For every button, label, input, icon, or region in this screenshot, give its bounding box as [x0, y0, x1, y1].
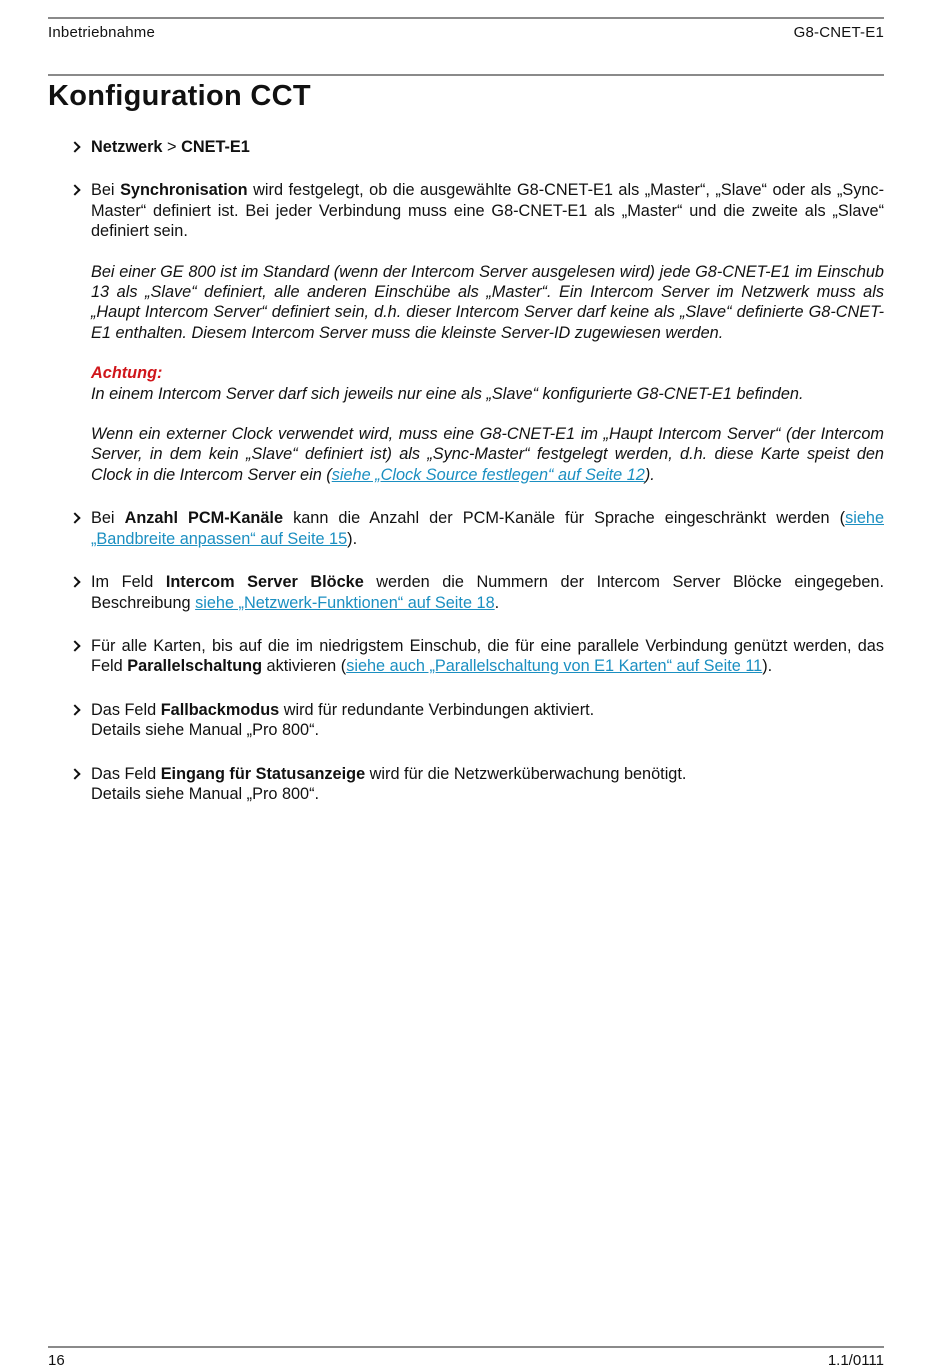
parallel-text: aktivieren ( — [262, 657, 347, 676]
nav-part-cnet: CNET-E1 — [181, 138, 250, 156]
fallback-text: wird für redundante Verbindungen aktiviert. — [279, 700, 595, 719]
status-pre: Das Feld — [91, 764, 161, 783]
status-bold: Eingang für Statusanzeige — [160, 764, 366, 783]
link-bandwidth[interactable]: siehe „Bandbreite anpassen“ auf Seite 15 — [91, 509, 885, 548]
warning-title — [48, 363, 884, 383]
clock-end: ). — [644, 465, 655, 484]
list-item-fallback — [48, 700, 884, 741]
sync-pre: Bei — [91, 181, 121, 200]
document-version: 1.1/0111 — [827, 1352, 884, 1369]
blocks-end: . — [494, 593, 500, 612]
parallel-pre: Für alle Karten, bis auf die im niedrigstem Einschub, die für eine parallele Verbindung genützt werden, das Feld — [91, 636, 884, 676]
fallback-bold: Fallbackmodus — [160, 700, 280, 719]
nav-separator: > — [162, 138, 182, 156]
nav-part-network: Netzwerk — [91, 138, 163, 156]
parallel-end: ). — [762, 657, 773, 676]
list-item-server-blocks — [48, 572, 884, 613]
header-product-name: G8-CNET-E1 — [793, 24, 884, 41]
note-external-clock — [48, 424, 884, 485]
header-section-title: Inbetriebnahme — [48, 24, 156, 41]
pcm-text: kann die Anzahl der PCM-Kanäle für Sprache eingeschränkt werden ( — [283, 509, 846, 528]
blocks-bold: Intercom Server Blöcke — [165, 573, 364, 592]
chevron-right-icon — [70, 764, 84, 784]
sync-bold: Synchronisation — [120, 181, 248, 200]
blocks-text: werden die Nummern der Intercom Server Blöcke eingegeben. Beschreibung — [91, 573, 884, 612]
status-details: Details siehe Manual „Pro 800“. — [91, 784, 320, 803]
page-number: 16 — [48, 1352, 65, 1369]
header-top-rule — [48, 17, 884, 19]
link-parallel-e1[interactable]: siehe auch „Parallelschaltung von E1 Karten“ auf Seite 11 — [346, 657, 763, 676]
warning-label: Achtung: — [91, 364, 163, 383]
chevron-right-icon — [70, 137, 84, 157]
list-item-navigation — [48, 137, 884, 157]
page-title: Konfiguration CCT — [48, 80, 311, 112]
link-network-functions[interactable]: siehe „Netzwerk-Funktionen“ auf Seite 18 — [195, 593, 495, 612]
header-bottom-rule — [48, 74, 884, 76]
chevron-right-icon — [70, 636, 84, 656]
parallel-bold: Parallelschaltung — [127, 657, 263, 676]
chevron-right-icon — [70, 180, 84, 200]
clock-text: Wenn ein externer Clock verwendet wird, muss eine G8-CNET-E1 im „Haupt Intercom Server“ (der Intercom Server, in dem kein „Slave“ definiert ist) als „Sync-Master“ festgelegt werden, d.h. diese Karte speist den Clock in die Intercom Server ein ( — [91, 425, 884, 484]
link-clock-source[interactable]: siehe „Clock Source festlegen“ auf Seite 12 — [331, 465, 645, 484]
list-item-pcm-channels — [48, 508, 884, 549]
page-content — [48, 137, 884, 804]
warning-text: In einem Intercom Server darf sich jeweils nur eine als „Slave“ konfigurierte G8-CNET-E1 befinden. — [91, 384, 804, 403]
chevron-right-icon — [70, 700, 84, 720]
chevron-right-icon — [70, 508, 84, 528]
list-item-status-input — [48, 764, 884, 805]
blocks-pre: Im Feld — [91, 573, 166, 592]
fallback-details: Details siehe Manual „Pro 800“. — [91, 721, 320, 740]
sync-text: wird festgelegt, ob die ausgewählte G8-CNET-E1 als „Master“, „Slave“ oder als „Sync-Master“ definiert ist. Bei jeder Verbindung muss eine G8-CNET-E1 als „Master“ und die zweite als „Slave“ definiert sein. — [91, 181, 884, 241]
list-item-parallel — [48, 636, 884, 677]
list-item-synchronisation — [48, 180, 884, 241]
footer-rule — [48, 1346, 884, 1348]
note-ge800: Bei einer GE 800 ist im Standard (wenn der Intercom Server ausgelesen wird) jede G8-CNET-E1 im Einschub 13 als „Slave“ definiert, alle anderen Einschübe als „Master“. Ein Intercom Server im Netzwerk muss als „Haupt Intercom Server“ definiert sein, d.h. dieser Intercom Server darf keine als „Slave“ definierte G8-CNET-E1 enthalten. Diesem Intercom Server muss die kleinste Server-ID zugewiesen werden. — [91, 262, 884, 342]
pcm-pre: Bei — [91, 509, 125, 528]
pcm-end: ). — [347, 529, 358, 548]
pcm-bold: Anzahl PCM-Kanäle — [124, 509, 284, 528]
status-text: wird für die Netzwerküberwachung benötigt. — [365, 764, 687, 783]
chevron-right-icon — [70, 572, 84, 592]
fallback-pre: Das Feld — [91, 700, 161, 719]
